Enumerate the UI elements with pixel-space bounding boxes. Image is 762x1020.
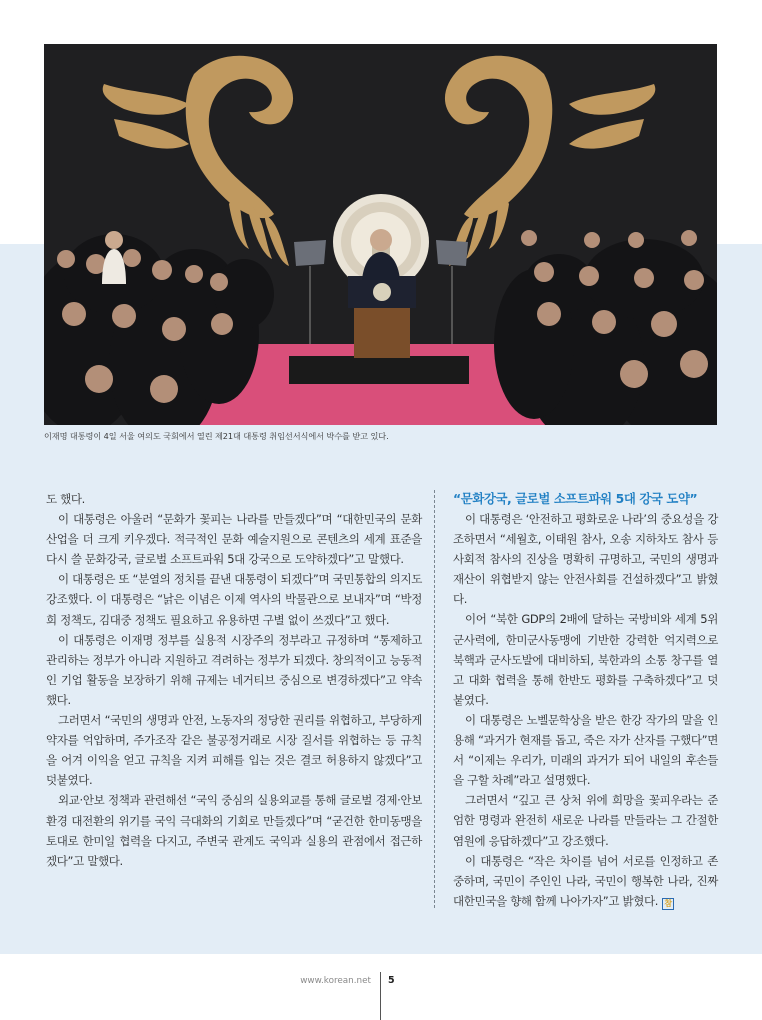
section-heading: “문화강국, 글로벌 소프트파워 5대 강국 도약” (453, 491, 698, 506)
inauguration-photo (44, 44, 717, 425)
paragraph: 외교·안보 정책과 관련해선 “국익 중심의 실용외교를 통해 글로벌 경제·안보환경 대전환의 위기를 국익 극대화의 기회로 만들겠다”며 “굳건한 한미동맹을 토대로 한미일 협력을 다지고, 주변국 관계도 국익과 실용의 관점에서 접근하겠다”고 말했다. (46, 793, 422, 868)
paragraph: 이 대통령은 ‘안전하고 평화로운 나라’의 중요성을 강조하면서 “세월호, 이태원 참사, 오송 지하차도 참사 등 사회적 참사의 진상을 명확히 규명하고, 국민의 생명과 재산이 위협받지 않는 안전사회를 건설하겠다”고 밝혔다. (453, 512, 718, 607)
paragraph: 이 대통령은 아울러 “문화가 꽃피는 나라를 만들겠다”며 “대한민국의 문화산업을 더 크게 키우겠다. 적극적인 문화 예술지원으로 콘텐츠의 세계 표준을 다시 쓸 문화강국, 글로벌 소프트파워 5대 강국으로 도약하겠다”고 말했다. (46, 512, 422, 567)
paragraph: 이 대통령은 노벨문학상을 받은 한강 작가의 말을 인용해 “과거가 현재를 돕고, 죽은 자가 산자를 구했다”면서 “이제는 우리가, 미래의 과거가 되어 내일의 후손들을 구할 차례”라고 설명했다. (453, 712, 718, 788)
paragraph: 도 했다. (46, 492, 85, 506)
paragraph: 이 대통령은 또 “분열의 정치를 끝낸 대통령이 되겠다”며 국민통합의 의지도 강조했다. 이 대통령은 “낡은 이념은 이제 역사의 박물관으로 보내자”며 “박정희 정책도, 김대중 정책도 필요하고 유용하면 구별 없이 쓰겠다”고 했다. (46, 572, 422, 627)
column-divider (434, 490, 435, 908)
paragraph: 이 대통령은 이재명 정부를 실용적 시장주의 정부라고 규정하며 “통제하고 관리하는 정부가 아니라 지원하고 격려하는 정부가 되겠다. 창의적이고 능동적인 기업 활동을 보장하기 위해 규제는 네거티브 중심으로 변경하겠다”고 약속했다. (46, 632, 422, 707)
page-number: 5 (388, 975, 395, 986)
left-column (46, 489, 422, 871)
paragraph-last (453, 851, 718, 911)
footer-site-url[interactable]: www.korean.net (300, 976, 371, 986)
paragraph: 그러면서 “깊고 큰 상처 위에 희망을 꽃피우라는 준엄한 명령과 완전히 새로운 나라를 만들라는 그 간절한 염원에 응답하겠다”고 강조했다. (453, 793, 718, 848)
paragraph: 그러면서 “국민의 생명과 안전, 노동자의 정당한 권리를 위협하고, 부당하게 약자를 억압하며, 주가조작 같은 불공정거래로 시장 질서를 위협하는 등 규칙을 어겨 이익을 얻고 규칙을 지켜 피해를 입는 것은 결코 허용하지 않겠다”고 덧붙였다. (46, 713, 422, 788)
end-mark-icon: 참 (662, 898, 674, 910)
paragraph-text: 이 대통령은 “작은 차이를 넘어 서로를 인정하고 존중하며, 국민이 주인인 나라, 국민이 행복한 나라, 진짜 대한민국을 향해 함께 나아가자”고 밝혔다. (453, 853, 718, 908)
photo-caption: 이재명 대통령이 4일 서울 여의도 국회에서 열린 제21대 대통령 취임선서식에서 박수를 받고 있다. (44, 431, 389, 441)
right-column (453, 489, 718, 911)
footer-separator (380, 972, 381, 1020)
paragraph: 이어 “북한 GDP의 2배에 달하는 국방비와 세계 5위 군사력에, 한미군사동맹에 기반한 강력한 억지력으로 북핵과 군사도발에 대비하되, 북한과의 소통 창구를 열고 대화 협력을 통해 한반도 평화를 구축하겠다”고 덧붙였다. (453, 612, 718, 707)
